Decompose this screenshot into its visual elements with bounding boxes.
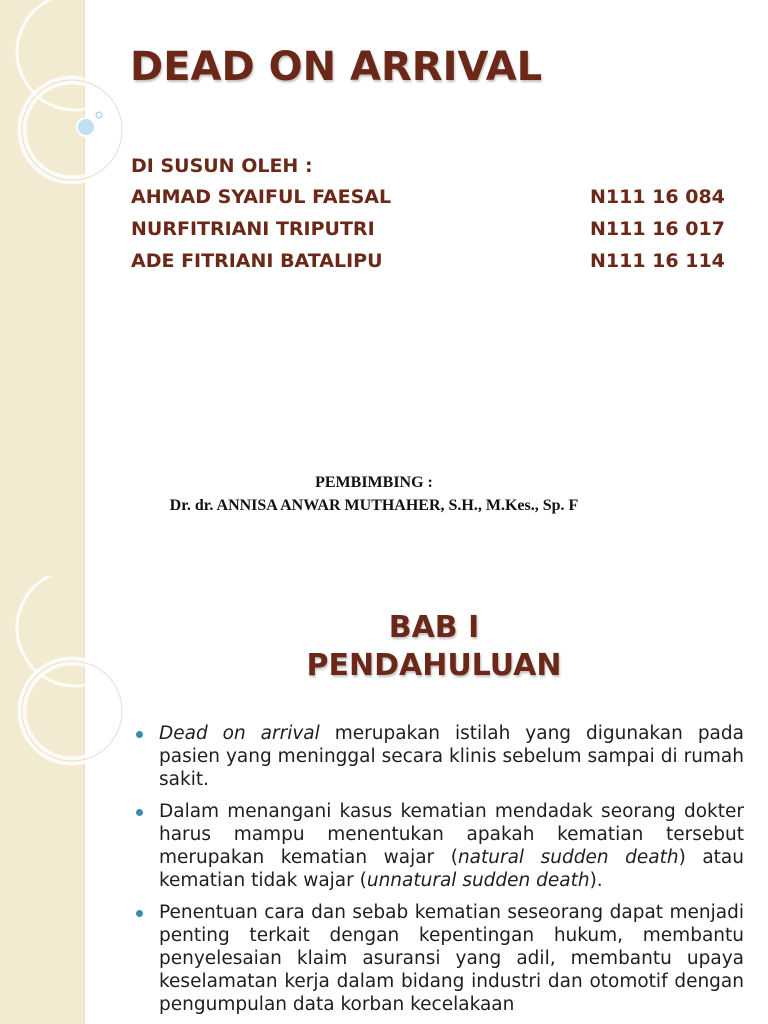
- authors-heading: DI SUSUN OLEH :: [131, 155, 313, 177]
- list-item: [132, 800, 744, 892]
- italic-term: natural sudden death: [457, 847, 679, 868]
- chapter-number: BAB I: [388, 610, 480, 645]
- author-row: [131, 186, 731, 212]
- content-slide: [0, 576, 768, 1024]
- bullet-text: merupakan istilah yang digunakan pada pasien yang meninggal secara klinis sebelum sampai di rumah sakit.: [159, 723, 744, 790]
- italic-term: Dead on arrival: [159, 723, 320, 744]
- bullet-icon: [136, 731, 143, 738]
- author-id: N111 16 084: [590, 186, 725, 208]
- bullet-icon: [136, 910, 143, 917]
- chapter-title: PENDAHULUAN: [306, 648, 562, 683]
- supervisor-name: Dr. dr. ANNISA ANWAR MUTHAHER, S.H., M.Kes., Sp. F: [169, 497, 579, 514]
- list-item: [132, 901, 744, 1016]
- slide-title: DEAD ON ARRIVAL: [130, 44, 543, 90]
- author-name: NURFITRIANI TRIPUTRI: [131, 218, 375, 240]
- author-name: AHMAD SYAIFUL FAESAL: [131, 186, 392, 208]
- bullet-list: [132, 722, 744, 1024]
- bullet-text: Dalam menangani kasus kematian mendadak seorang dokter harus mampu menentukan apakah kematian tersebut merupakan kematian wajar (: [159, 801, 744, 868]
- list-item: [132, 722, 744, 791]
- author-id: N111 16 017: [590, 218, 725, 240]
- bullet-text: ) atau kematian tidak wajar (: [159, 847, 744, 891]
- italic-term: unnatural sudden death: [366, 870, 590, 891]
- supervisor-label: PEMBIMBING :: [315, 474, 433, 491]
- bullet-icon: [136, 809, 143, 816]
- bullet-text: Penentuan cara dan sebab kematian seseorang dapat menjadi penting terkait dengan kepentingan hukum, membantu penyelesaian klaim asuransi yang adil, membantu upaya keselamatan kerja dalam bidang industri dan otomotif dengan pengumpulan data korban kecelakaan: [159, 902, 744, 1015]
- author-row: [131, 250, 731, 276]
- author-row: [131, 218, 731, 244]
- decorative-rings: [0, 0, 140, 260]
- bullet-text: ).: [589, 870, 603, 891]
- author-name: ADE FITRIANI BATALIPU: [131, 250, 383, 272]
- author-id: N111 16 114: [590, 250, 725, 272]
